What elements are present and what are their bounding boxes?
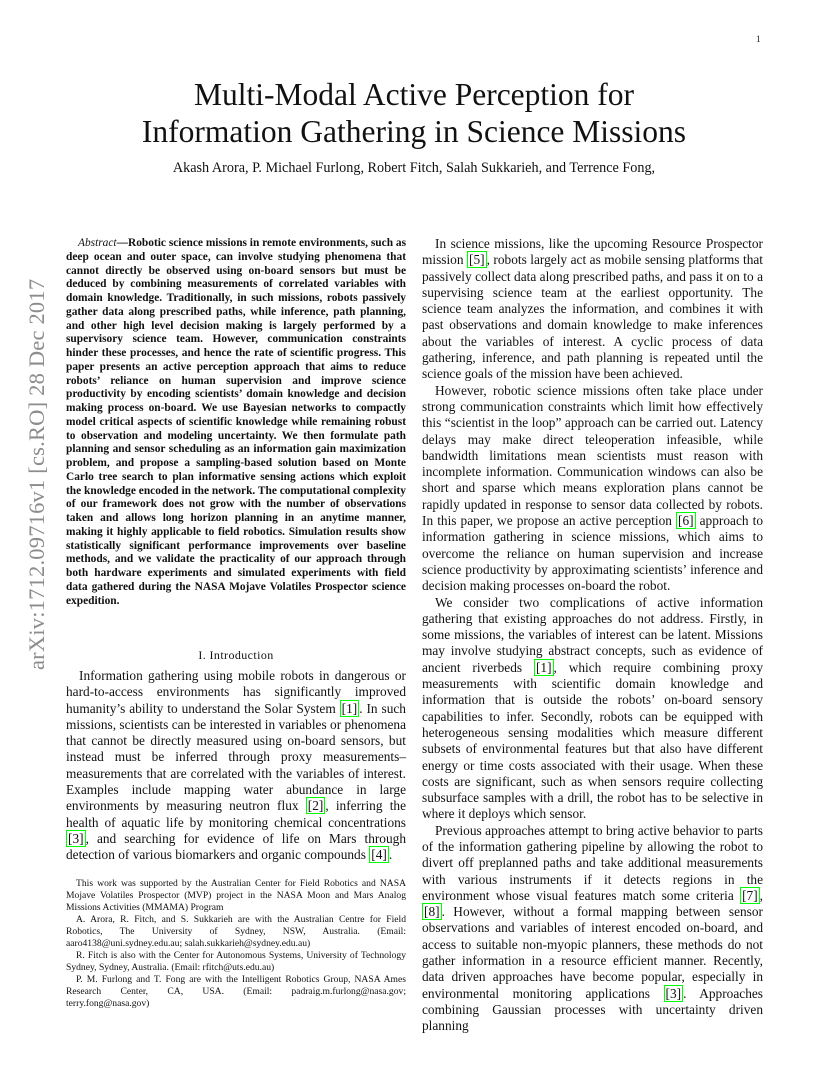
text-run: . However, without a formal mapping between sensor observations and variables of interest encoded on-board, and access to suitable non-myopic planners, these methods do not gather information in a resource efficient manner. Recently, data driven approaches have become popular, especially in environmental monitoring applications [422,904,763,1001]
text-run: We consider two complications of active information gathering that existing approaches do not address. Firstly, in some missions, the variables of interest can be latent. Missions may involve studying abstract concepts, such as evidence of ancient riverbeds [422,594,763,675]
text-run: approach to information gathering in science missions, which aims to overcome the reliance on human supervision and increase science productivity by approximating scientists’ inference and decision making processes on-board the robot. [422,513,763,594]
citation-link[interactable]: [2] [307,798,324,814]
citation-link[interactable]: [3] [665,985,682,1001]
introduction-text [66,668,406,864]
citation-link[interactable]: [8] [424,904,440,920]
citation-link[interactable]: [5] [469,252,485,268]
text-run: . Approaches combining Gaussian processes with uncertainty driven planning [422,985,763,1034]
footnote-affiliation-uts: R. Fitch is also with the Center for Autonomous Systems, University of Technology Sydney, Sydney, Australia. (Email: rfitch@uts.edu.au) [66,950,406,973]
text-run: However, robotic science missions often take place under strong communication constraints which limit how effectively this “scientist in the loop” approach can be carried out. Latency delays may make direct teleoperation infeasible, while bandwidth limitations mean scientists must reason with incomplete information. Communication windows can also be short and sparse which means exploration plans cannot be rapidly updated in response to sensor data collected by robots. In this paper, we propose an active perception [422,382,763,529]
citation-link[interactable]: [3] [68,830,84,846]
footnote-affiliation-acfr: A. Arora, R. Fitch, and S. Sukkarieh are with the Australian Centre for Field Robotics, The University of Sydney, NSW, Australia. (Email: aaro4138@uni.sydney.edu.au; salah.sukkarieh@sydney.edu.au) [66,914,406,949]
right-paragraph-1 [422,236,763,383]
text-run: Information gathering using mobile robots in dangerous or hard-to-access environments has significantly improved humanity’s ability to understand the Solar System [66,668,406,716]
right-paragraph-4 [422,823,763,1035]
abstract-text: —Robotic science missions in remote environments, such as deep ocean and outer space, can involve studying phenomena that cannot directly be observed using on-board sensors but must be deduced by combining measurements of correlated variables with domain knowledge. Traditionally, in such missions, robots passively gather data along prescribed paths, while inference, path planning, and other high level decision making is largely performed by a supervisory science team. However, communication constraints hinder these processes, and hence the rate of scientific progress. This paper presents an active perception approach that aims to reduce robots’ reliance on human supervision and improve science productivity by encoding scientists’ domain knowledge and decision making process on-board. We use Bayesian networks to compactly model critical aspects of scientific knowledge while remaining robust to observation and modeling uncertainty. We then formulate path planning and sensor scheduling as an information gain maximization problem, and propose a sampling-based solution based on Monte Carlo tree search to plan informative sensing actions which exploit the knowledge encoded in the network. The computational complexity of our framework does not grow with the number of observations taken and allows long horizon planning in an anytime manner, making it highly applicable to field robotics. Simulation results show statistically significant performance improvements over baseline methods, and we validate the practicality of our approach through both hardware experiments and simulated experiments with field data gathered during the NASA Mojave Volatiles Prospector science expedition. [66,237,407,607]
citation-link[interactable]: [4] [371,847,387,863]
citation-link[interactable]: [1] [341,700,358,716]
right-column-text [422,236,763,1035]
page-number: 1 [756,34,761,44]
paper-title [64,76,764,150]
abstract-label: Abstract [78,237,117,249]
text-run: . [388,847,393,863]
footnote-funding: This work was supported by the Australian Center for Field Robotics and NASA Mojave Volatiles Prospector (MVP) project in the NASA Moon and Mars Analog Missions Activities (MMAMA) Program [66,878,406,913]
arxiv-identifier-stamp: arXiv:1712.09716v1 [cs.RO] 28 Dec 2017 [24,278,49,670]
text-run: , inferring the health of aquatic life by monitoring chemical concentrations [66,798,407,830]
citation-link[interactable]: [7] [742,887,758,903]
citation-link[interactable]: [1] [535,659,552,675]
text-run: , robots largely act as mobile sensing platforms that passively collect data along prescribed paths, and pass it on to a supervising science team at the earliest opportunity. The science team analyzes the information, and combines it with past observations and domain knowledge to make inferences about the variables of interest. A cyclic process of data gathering, inference, and path planning is repeated until the science goals of the mission have been achieved. [422,252,763,382]
intro-paragraph-1 [66,668,406,864]
text-run: In science missions, like the upcoming Resource Prospector mission [422,236,763,268]
footnote-affiliation-nasa: P. M. Furlong and T. Fong are with the Intelligent Robotics Group, NASA Ames Research Center, CA, USA. (Email: padraig.m.furlong@nasa.gov; terry.fong@nasa.gov) [66,974,406,1009]
text-run: . In such missions, scientists can be interested in variables or phenomena that cannot be directly measured using on-board sensors, but instead must be inferred through proxy measurements–measurements that are correlated with the variables of interest. Examples include mapping water abundance in large environments by measuring neutron flux [66,700,406,814]
text-run: , [759,887,763,903]
author-list: Akash Arora, P. Michael Furlong, Robert Fitch, Salah Sukkarieh, and Terrence Fong, [172,160,656,176]
text-run: , and searching for evidence of life on Mars through detection of various biomarkers and organic compounds [66,830,406,863]
text-run: Previous approaches attempt to bring active behavior to parts of the information gathering pipeline by allowing the robot to divert off preplanned paths and take additional measurements with various instruments if it detects regions in the environment whose visual features match some criteria [422,822,763,903]
section-heading-introduction: I. Introduction [198,648,274,662]
citation-link[interactable]: [6] [678,513,694,529]
text-run: , which require combining proxy measurements with scientific domain knowledge and information that is outside the robots’ on-board sensory capabilities to infer. Secondly, robots can be equipped with heterogeneous sensing modalities which measure different subsets of environmental features but that also have different energy or time costs associated with their usage. When these costs are significant, such as when sensors require collecting subsurface samples with a drill, the robot has to be selective in where it deploys which sensor. [422,659,763,822]
footnotes [66,878,406,1010]
title-line-2: Information Gathering in Science Missions [141,114,687,149]
right-paragraph-3 [422,595,763,823]
abstract [66,237,406,608]
title-line-1: Multi-Modal Active Perception for [193,77,635,112]
right-paragraph-2 [422,383,763,595]
